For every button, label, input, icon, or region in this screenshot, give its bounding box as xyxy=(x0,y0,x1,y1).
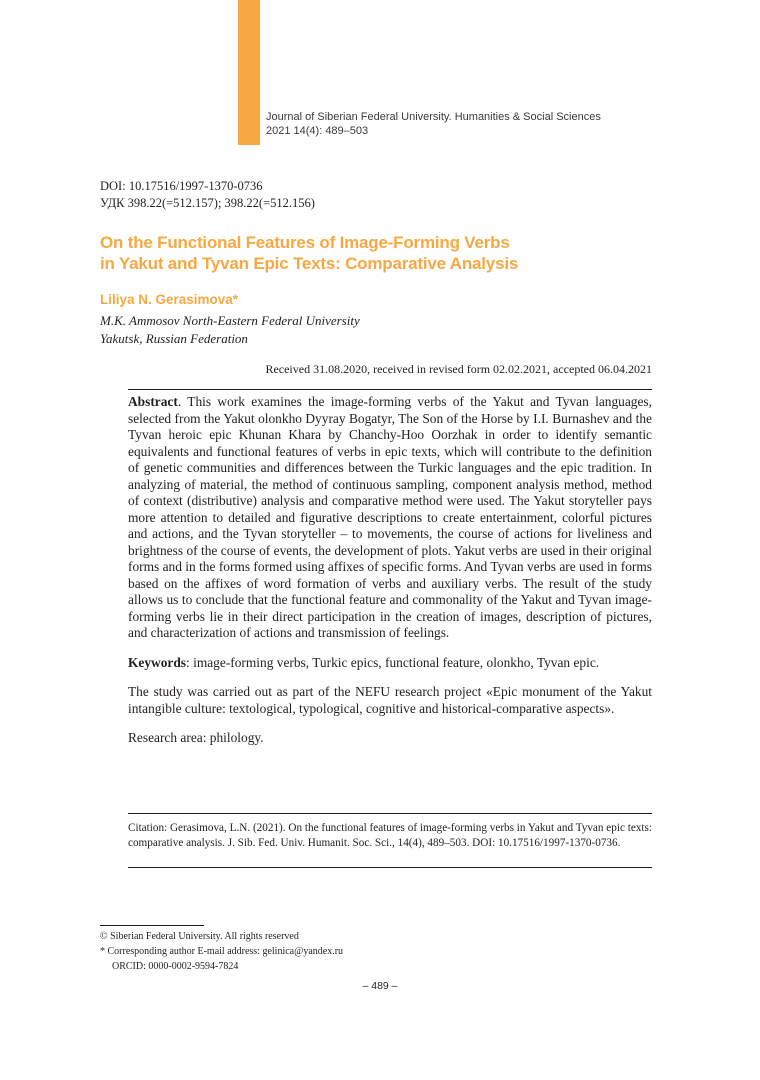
journal-issue: 2021 14(4): 489–503 xyxy=(266,125,369,137)
title-line-1: On the Functional Features of Image-Forming Verbs xyxy=(100,233,510,252)
article-title xyxy=(100,232,660,274)
doi: DOI: 10.17516/1997-1370-0736 xyxy=(100,179,263,193)
research-area: Research area: philology. xyxy=(128,730,264,745)
author-affiliation xyxy=(100,312,360,348)
citation: Citation: Gerasimova, L.N. (2021). On the functional features of image-forming verbs in Yakut and Tyvan epic texts: comparative analysis. J. Sib. Fed. Univ. Humanit. Soc. Sci., 14(4), 489–503. DOI: 10.17516/1997-1370-0736. xyxy=(128,822,652,849)
udk: УДК 398.22(=512.157); 398.22(=512.156) xyxy=(100,196,315,210)
abstract-text: . This work examines the image-forming verbs of the Yakut and Tyvan languages, selected from the Yakut olonkho Dyyray Bogatyr, The Son of the Horse by I.I. Burnashev and the Tyvan heroic epic Khunan Khara by Chanchy-Hoo Oorzhak in order to identify semantic equivalents and functional features of verbs in epic texts, which will contribute to the definition of genetic communities and differences between the Turkic languages and the epic tradition. In analyzing of material, the method of continuous sampling, component analysis method, method of context (distributive) analysis and comparative method were used. The Yakut storyteller pays more attention to detailed and figurative descriptions to create entertainment, colorful pictures and actions, and the Tyvan storyteller – to movements, the course of actions for liveliness and brightness of the course of events, the development of plots. Yakut verbs are used in their original forms and in the forms formed using affixes of specific forms. And Tyvan verbs are used in forms based on the affixes of word formation of verbs and auxiliary verbs. The result of the study allows us to conclude that the functional feature and commonality of the Yakut and Tyvan image-forming verbs lie in their direct participation in the creation of images, description of pictures, and characterization of actions and transmission of feelings. xyxy=(128,394,652,640)
citation-top-rule xyxy=(128,813,652,814)
citation-bottom-rule xyxy=(128,867,652,868)
footnote-rule xyxy=(100,925,204,926)
abstract-label: Abstract xyxy=(128,394,178,409)
abstract-block xyxy=(128,394,652,760)
corresponding-author-note: * Corresponding author E-mail address: gelinica@yandex.ru xyxy=(100,946,344,957)
footnotes xyxy=(100,929,343,974)
author-name: Liliya N. Gerasimova* xyxy=(100,292,239,307)
received-dates: Received 31.08.2020, received in revised form 02.02.2021, accepted 06.04.2021 xyxy=(265,362,652,376)
title-line-2: in Yakut and Tyvan Epic Texts: Comparative Analysis xyxy=(100,254,519,273)
copyright-note: © Siberian Federal University. All rights reserved xyxy=(100,931,299,942)
keywords-label: Keywords xyxy=(128,654,187,670)
journal-title: Journal of Siberian Federal University. Humanities & Social Sciences xyxy=(266,111,601,123)
journal-header xyxy=(266,110,601,138)
article-identifiers xyxy=(100,178,315,212)
keywords-text: : image-forming verbs, Turkic epics, functional feature, olonkho, Tyvan epic. xyxy=(186,654,600,670)
affiliation-location: Yakutsk, Russian Federation xyxy=(100,331,248,346)
page-number: – 489 – xyxy=(362,980,398,992)
abstract-paragraph xyxy=(128,394,652,642)
affiliation-university: M.K. Ammosov North-Eastern Federal University xyxy=(100,313,360,328)
abstract-top-rule xyxy=(128,389,652,390)
orcid-note: ORCID: 0000-0002-9594-7824 xyxy=(112,961,239,972)
funding-note: The study was carried out as part of the NEFU research project «Epic monument of the Yakut intangible culture: textological, typological, cognitive and historical-comparative aspects». xyxy=(128,684,652,716)
header-accent-bar xyxy=(238,0,260,145)
keywords-paragraph xyxy=(128,655,652,672)
